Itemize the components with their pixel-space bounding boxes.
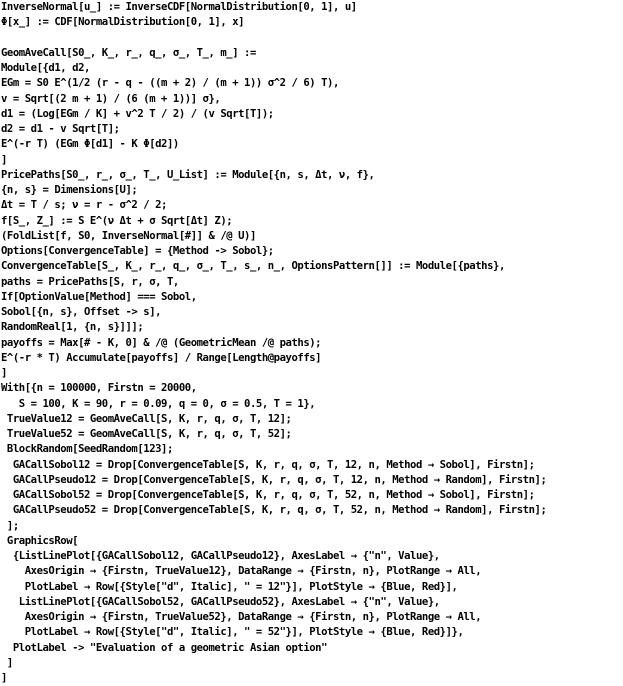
code-line: ConvergenceTable[S_, K_, r_, q_, σ_, T_, s_, n_, OptionsPattern[]] := Module[{paths}, (1, 260, 505, 273)
code-line: If[OptionValue[Method] === Sobol, (1, 290, 197, 303)
code-line: Options[ConvergenceTable] = {Method -> Sobol}; (1, 245, 274, 257)
code-line: E^(-r * T) Accumulate[payoffs] / Range[Length@payoffs] (1, 351, 322, 364)
code-line: Δt = T / s; ν = r - σ^2 / 2; (1, 199, 167, 212)
code-line: paths = PricePaths[S, r, σ, T, (1, 275, 179, 288)
code-line: d1 = (Log[EGm / K] + v^2 T / 2) / (v Sqrt[T]); (1, 107, 274, 120)
code-line: PlotLabel -> "Evaluation of a geometric Asian option" (1, 641, 328, 654)
code-line: PlotLabel → Row[{Style["d", Italic], " = 12"}], PlotStyle → {Blue, Red}], (1, 580, 458, 593)
code-line: d2 = d1 - v Sqrt[T]; (1, 123, 120, 135)
code-line: RandomReal[1, {n, s}]]]; (1, 321, 144, 334)
code-line (1, 31, 621, 46)
code-cell[interactable] (1, 0, 621, 686)
code-line: AxesOrigin → {Firstn, TrueValue52}, DataRange → {Firstn, n}, PlotRange → All, (1, 611, 482, 623)
code-line: AxesOrigin → {Firstn, TrueValue12}, DataRange → {Firstn, n}, PlotRange → All, (1, 565, 482, 578)
code-line: TrueValue52 = GeomAveCall[S, K, r, q, σ, T, 52]; (1, 428, 292, 440)
code-line: ListLinePlot[{GACallSobol52, GACallPseudo52}, AxesLabel → {"n", Value}, (1, 595, 440, 608)
code-line: payoffs = Max[# - K, 0] & /@ (GeometricMean /@ paths); (1, 336, 322, 349)
code-line: f[S_, Z_] := S E^(ν Δt + σ Sqrt[Δt] Z); (1, 214, 233, 227)
code-line: GACallSobol52 = Drop[ConvergenceTable[S, K, r, q, σ, T, 52, n, Method → Sobol], Firstn]; (1, 489, 535, 501)
code-line: With[{n = 100000, Firstn = 20000, (1, 382, 197, 395)
code-line: GraphicsRow[ (1, 534, 79, 547)
code-line: ] (1, 672, 7, 684)
code-line: (FoldList[f, S0, InverseNormal[#]] & /@ U)] (1, 229, 256, 242)
code-line: GACallSobol12 = Drop[ConvergenceTable[S, K, r, q, σ, T, 12, n, Method → Sobol], Firstn]; (1, 458, 535, 471)
code-line: PricePaths[S0_, r_, σ_, T_, U_List] := Module[{n, s, Δt, ν, f}, (1, 168, 375, 181)
code-line: S = 100, K = 90, r = 0.09, q = 0, σ = 0.5, T = 1}, (1, 397, 316, 410)
code-line: ] (1, 367, 7, 379)
code-line: TrueValue12 = GeomAveCall[S, K, r, q, σ, T, 12]; (1, 412, 292, 425)
code-line: PlotLabel → Row[{Style["d", Italic], " = 52"}], PlotStyle → {Blue, Red}]}, (1, 626, 464, 639)
code-line: GACallPseudo52 = Drop[ConvergenceTable[S, K, r, q, σ, T, 52, n, Method → Random], Firstn]; (1, 504, 547, 517)
code-line: EGm = S0 E^(1/2 (r - q - ((m + 2) / (m + 1)) σ^2 / 6) T), (1, 77, 339, 90)
code-line: ] (1, 656, 13, 669)
code-line: Sobol[{n, s}, Offset -> s], (1, 306, 162, 318)
code-line: E^(-r T) (EGm Φ[d1] - K Φ[d2]) (1, 138, 179, 151)
code-line: GeomAveCall[S0_, K_, r_, q_, σ_, T_, m_] := (1, 46, 256, 59)
code-line: GACallPseudo12 = Drop[ConvergenceTable[S, K, r, q, σ, T, 12, n, Method → Random], Firstn]; (1, 473, 547, 486)
code-line: ] (1, 153, 7, 166)
code-line: {n, s} = Dimensions[U]; (1, 184, 138, 196)
code-line: ]; (1, 519, 19, 532)
code-line: BlockRandom[SeedRandom[123]; (1, 443, 173, 456)
code-line: InverseNormal[u_] := InverseCDF[NormalDistribution[0, 1], u] (1, 1, 357, 13)
code-line: {ListLinePlot[{GACallSobol12, GACallPseudo12}, AxesLabel → {"n", Value}, (1, 550, 440, 562)
code-line: Module[{d1, d2, (1, 62, 90, 74)
code-line: Φ[x_] := CDF[NormalDistribution[0, 1], x] (1, 16, 245, 29)
code-line: v = Sqrt[(2 m + 1) / (6 (m + 1))] σ}, (1, 92, 221, 105)
